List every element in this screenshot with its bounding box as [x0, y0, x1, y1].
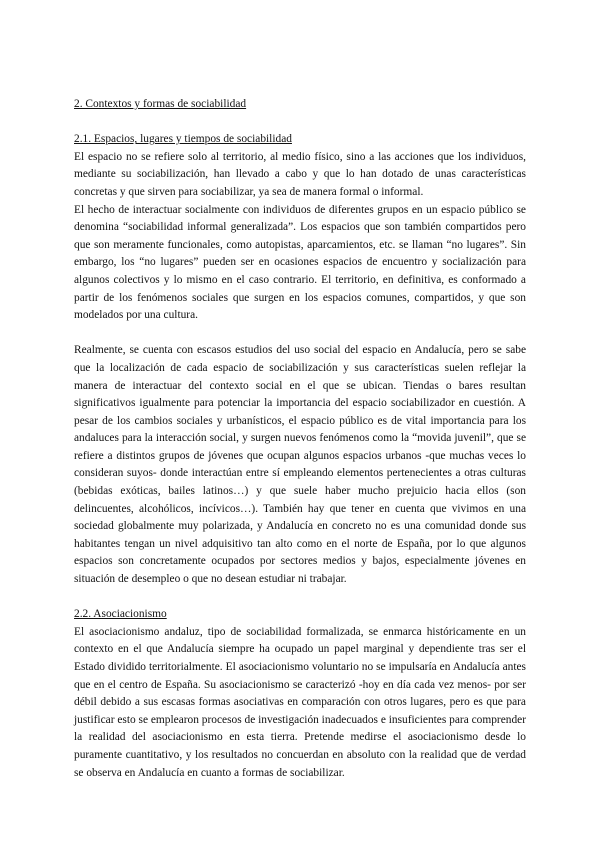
paragraph-spacer [74, 589, 526, 607]
paragraph-informal-sociability: El hecho de interactuar socialmente con individuos de diferentes grupos en un espacio público se denomina “sociabilidad informal generalizada”. Los espacios que son también compartidos pero que son meramente funcionales, como autopistas, aparcamientos, etc. se llaman “no lugares”. Sin embargo, los “no lugares” pueden ser en ocasiones espacios de encuentro y socialización para algunos colectivos y lo mismo en el caso contrario. El territorio, en definitiva, es conformado a partir de los fenómenos sociales que surgen en los espacios comunes, compartidos, y que son modelados por una cultura. [74, 203, 526, 322]
paragraph-spacer [74, 325, 526, 343]
subsection-title-spaces: 2.1. Espacios, lugares y tiempos de sociabilidad [74, 133, 292, 146]
section-title: 2. Contextos y formas de sociabilidad [74, 98, 247, 110]
paragraph-andalusia-public-space: Realmente, se cuenta con escasos estudios del uso social del espacio en Andalucía, pero se sabe que la localización de cada espacio de sociabilización y sus características suelen reflejar la manera de interactuar del contexto social en el que se ubican. Tiendas o bares resultan significativos igualmente para potenciar la importancia del espacio sociabilizador en cuestión. A pesar de los cambios sociales y urbanísticos, el espacio público es de vital importancia para los andaluces para la interacción social, y surgen nuevos fenómenos como la “movida juvenil”, que se refiere a distintos grupos de jóvenes que ocupan algunos espacios urbanos -que muchas veces lo consideran suyos- donde interactúan entre sí empleando elementos pertenecientes a otras culturas (bebidas exóticas, bailes latinos…) y que suele haber mucho prejuicio hacia ellos (son delincuentes, alcohólicos, incívicos…). También hay que tener en cuenta que vivimos en una sociedad globalmente muy polarizada, y Andalucía en concreto no es una comunidad donde sus habitantes tengan un nivel adquisitivo tan alto como en el norte de España, por lo que algunos espacios son concretamente ocupados por sectores medios y bajos, especialmente jóvenes en situación de desempleo o que no desean estudiar ni trabajar. [74, 344, 526, 586]
paragraph-associationism: El asociacionismo andaluz, tipo de sociabilidad formalizada, se enmarca históricamente en un contexto en el que Andalucía siempre ha ocupado un papel marginal y dependiente tras ser el Estado dividido territorialmente. El asociacionismo voluntario no se impulsaría en Andalucía antes que en el centro de España. Su asociacionismo se caracterizó -hoy en día cada vez menos- por ser débil debido a sus escasas formas asociativas en comparación con otros lugares, pero es que para justificar esto se emplearon procesos de investigación inadecuados e insuficientes para comprender la realidad del asociacionismo en esta tierra. Pretende medirse el asociacionismo desde lo puramente cuantitativo, y los resultados no concuerdan en absoluto con la realidad que de verdad se observa en Andalucía en cuanto a formas de sociabilizar. [74, 625, 526, 779]
document-page [74, 96, 526, 782]
paragraph-space-definition: El espacio no se refiere solo al territorio, al medio físico, sino a las acciones que los individuos, mediante su sociabilización, han llevado a cabo y que lo han dotado de unas características concretas y que sirven para sociabilizar, ya sea de manera formal o informal. [74, 150, 526, 198]
subsection-title-associationism: 2.2. Asociacionismo [74, 608, 167, 621]
